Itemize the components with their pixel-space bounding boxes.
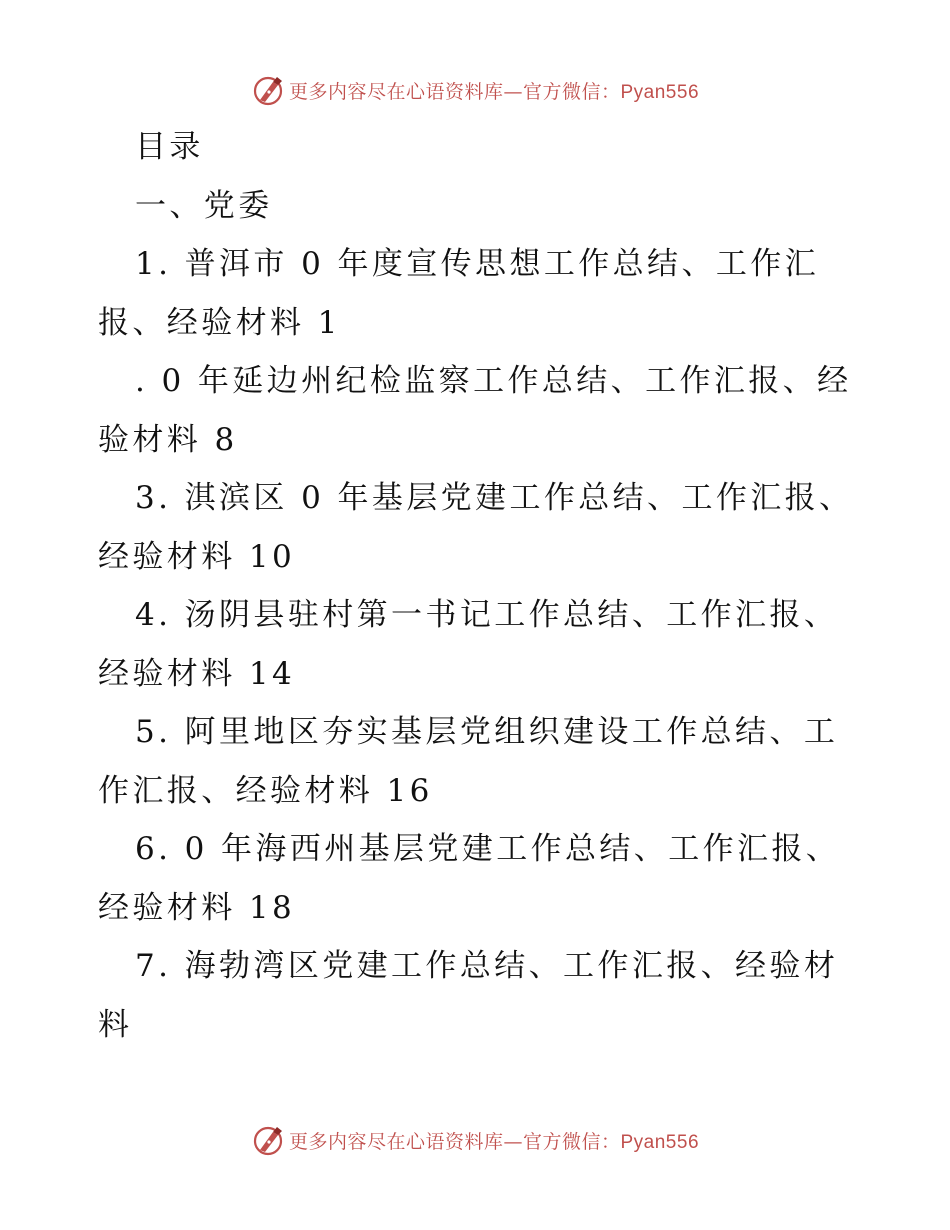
toc-entry: 3. 淇滨区 0 年基层党建工作总结、工作汇报、经验材料 10 [98,480,854,575]
toc-entry: 6. 0 年海西州基层党建工作总结、工作汇报、经验材料 18 [98,831,841,926]
footer-watermark [0,1120,950,1160]
toc-entry: . 0 年延边州纪检监察工作总结、工作汇报、经验材料 8 [98,363,852,458]
watermark-text: 更多内容尽在心语资料库—官方微信：Pyan556 [288,80,700,103]
toc-entry: 5. 阿里地区夯实基层党组织建设工作总结、工作汇报、经验材料 16 [98,714,839,809]
section-heading: 一、党委 [135,187,273,224]
toc-entry: 1. 普洱市 0 年度宣传思想工作总结、工作汇报、经验材料 1 [98,246,820,341]
document-body [98,118,858,1054]
header-watermark [0,70,950,110]
pen-nib-logo-icon [251,1123,285,1157]
watermark-text: 更多内容尽在心语资料库—官方微信：Pyan556 [288,1130,700,1153]
pen-nib-logo-icon [251,73,285,107]
toc-entry: 7. 海勃湾区党建工作总结、工作汇报、经验材料 [98,948,839,1043]
toc-entry: 4. 汤阴县驻村第一书记工作总结、工作汇报、经验材料 14 [98,597,839,692]
toc-title: 目录 [135,129,204,165]
